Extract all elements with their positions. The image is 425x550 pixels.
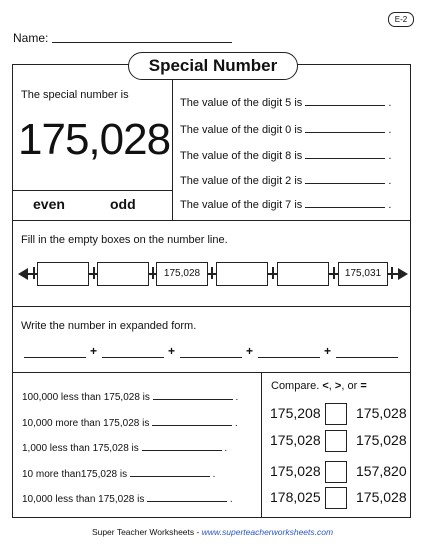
footer-separator: - (194, 527, 202, 537)
number-line-instruction: Fill in the empty boxes on the number line. (21, 234, 228, 246)
answer-blank[interactable] (130, 476, 210, 477)
odd-option[interactable]: odd (110, 196, 136, 212)
digit-value-text: The value of the digit 5 is (180, 97, 303, 109)
relation-row: 10,000 more than 175,028 is . (22, 418, 238, 429)
or-word: or (347, 380, 358, 392)
number-line-tick (391, 267, 393, 279)
expanded-form-blank[interactable] (258, 357, 320, 358)
answer-blank[interactable] (305, 132, 385, 133)
expanded-form-blank[interactable] (24, 357, 86, 358)
plus-sign: + (246, 344, 254, 358)
equals-symbol: = (360, 380, 367, 392)
digit-value-row: The value of the digit 0 is . (180, 124, 392, 136)
divider-line (172, 64, 173, 220)
compare-right-number: 175,028 (356, 432, 407, 448)
compare-left-number: 175,208 (270, 405, 321, 421)
plus-sign: + (90, 344, 98, 358)
compare-prompt: Compare. (271, 380, 320, 392)
relation-row: 1,000 less than 175,028 is . (22, 443, 228, 454)
plus-sign: + (168, 344, 176, 358)
answer-blank[interactable] (305, 183, 385, 184)
relation-text: 10,000 more than 175,028 is (22, 418, 150, 429)
less-than-symbol: < (322, 380, 329, 392)
answer-blank[interactable] (305, 158, 385, 159)
digit-value-row: The value of the digit 8 is . (180, 150, 392, 162)
number-line-tick (152, 267, 154, 279)
number-line-tick (272, 267, 274, 279)
answer-blank[interactable] (305, 105, 385, 106)
number-line-box[interactable] (37, 262, 89, 286)
digit-value-text: The value of the digit 8 is (180, 150, 303, 162)
answer-blank[interactable] (152, 425, 232, 426)
number-line-tick (333, 267, 335, 279)
greater-than-symbol: > (334, 380, 342, 392)
worksheet-code-badge: E-2 (388, 12, 414, 27)
divider-line (12, 190, 172, 191)
digit-value-row: The value of the digit 5 is . (180, 97, 392, 109)
relation-row: 100,000 less than 175,028 is . (22, 392, 239, 403)
digit-value-row: The value of the digit 7 is . (180, 199, 392, 211)
special-number: 175,028 (18, 115, 171, 164)
footer-brand: Super Teacher Worksheets (91, 527, 195, 537)
digit-value-text: The value of the digit 2 is (180, 175, 303, 187)
divider-line (261, 372, 262, 518)
number-line-tick (33, 267, 35, 279)
even-option[interactable]: even (33, 196, 65, 212)
relation-row: 10,000 less than 175,028 is . (22, 494, 233, 505)
relation-text: 10 more than175,028 is (22, 469, 128, 480)
number-line-box[interactable] (277, 262, 329, 286)
compare-left-number: 178,025 (270, 489, 321, 505)
divider-line (12, 306, 411, 307)
expanded-form-instruction: Write the number in expanded form. (21, 320, 197, 332)
expanded-form-blank[interactable] (102, 357, 164, 358)
special-number-intro: The special number is (21, 89, 129, 101)
compare-answer-box[interactable] (325, 430, 347, 452)
expanded-form-blank[interactable] (180, 357, 242, 358)
number-line-box: 175,028 (156, 262, 208, 286)
footer (0, 527, 425, 537)
digit-value-row: The value of the digit 2 is . (180, 175, 392, 187)
answer-blank[interactable] (153, 399, 233, 400)
page-title: Special Number (128, 52, 298, 80)
footer-url-link[interactable]: www.superteacherworksheets.com (201, 527, 334, 537)
compare-answer-box[interactable] (325, 461, 347, 483)
name-line[interactable] (52, 42, 232, 43)
number-line-tick (211, 267, 213, 279)
compare-right-number: 175,028 (356, 405, 407, 421)
relation-row: 10 more than175,028 is . (22, 469, 216, 480)
divider-line (12, 372, 411, 373)
relation-text: 1,000 less than 175,028 is (22, 443, 139, 454)
answer-blank[interactable] (147, 501, 227, 502)
compare-right-number: 175,028 (356, 489, 407, 505)
number-line-tick (93, 267, 95, 279)
arrow-right-icon (398, 268, 408, 280)
plus-sign: + (324, 344, 332, 358)
arrow-left-icon (18, 268, 28, 280)
compare-right-number: 157,820 (356, 463, 407, 479)
relation-text: 100,000 less than 175,028 is (22, 392, 150, 403)
number-line-box[interactable] (97, 262, 149, 286)
compare-left-number: 175,028 (270, 463, 321, 479)
digit-value-text: The value of the digit 0 is (180, 124, 303, 136)
relation-text: 10,000 less than 175,028 is (22, 494, 145, 505)
number-line-box: 175,031 (338, 262, 388, 286)
compare-instruction: Compare. <, >, or = (271, 380, 367, 392)
expanded-form-blank[interactable] (336, 357, 398, 358)
number-line-box[interactable] (216, 262, 268, 286)
answer-blank[interactable] (305, 207, 385, 208)
compare-answer-box[interactable] (325, 403, 347, 425)
answer-blank[interactable] (142, 450, 222, 451)
name-label: Name: (13, 31, 49, 45)
compare-left-number: 175,028 (270, 432, 321, 448)
divider-line (12, 220, 411, 221)
compare-answer-box[interactable] (325, 487, 347, 509)
digit-value-text: The value of the digit 7 is (180, 199, 303, 211)
